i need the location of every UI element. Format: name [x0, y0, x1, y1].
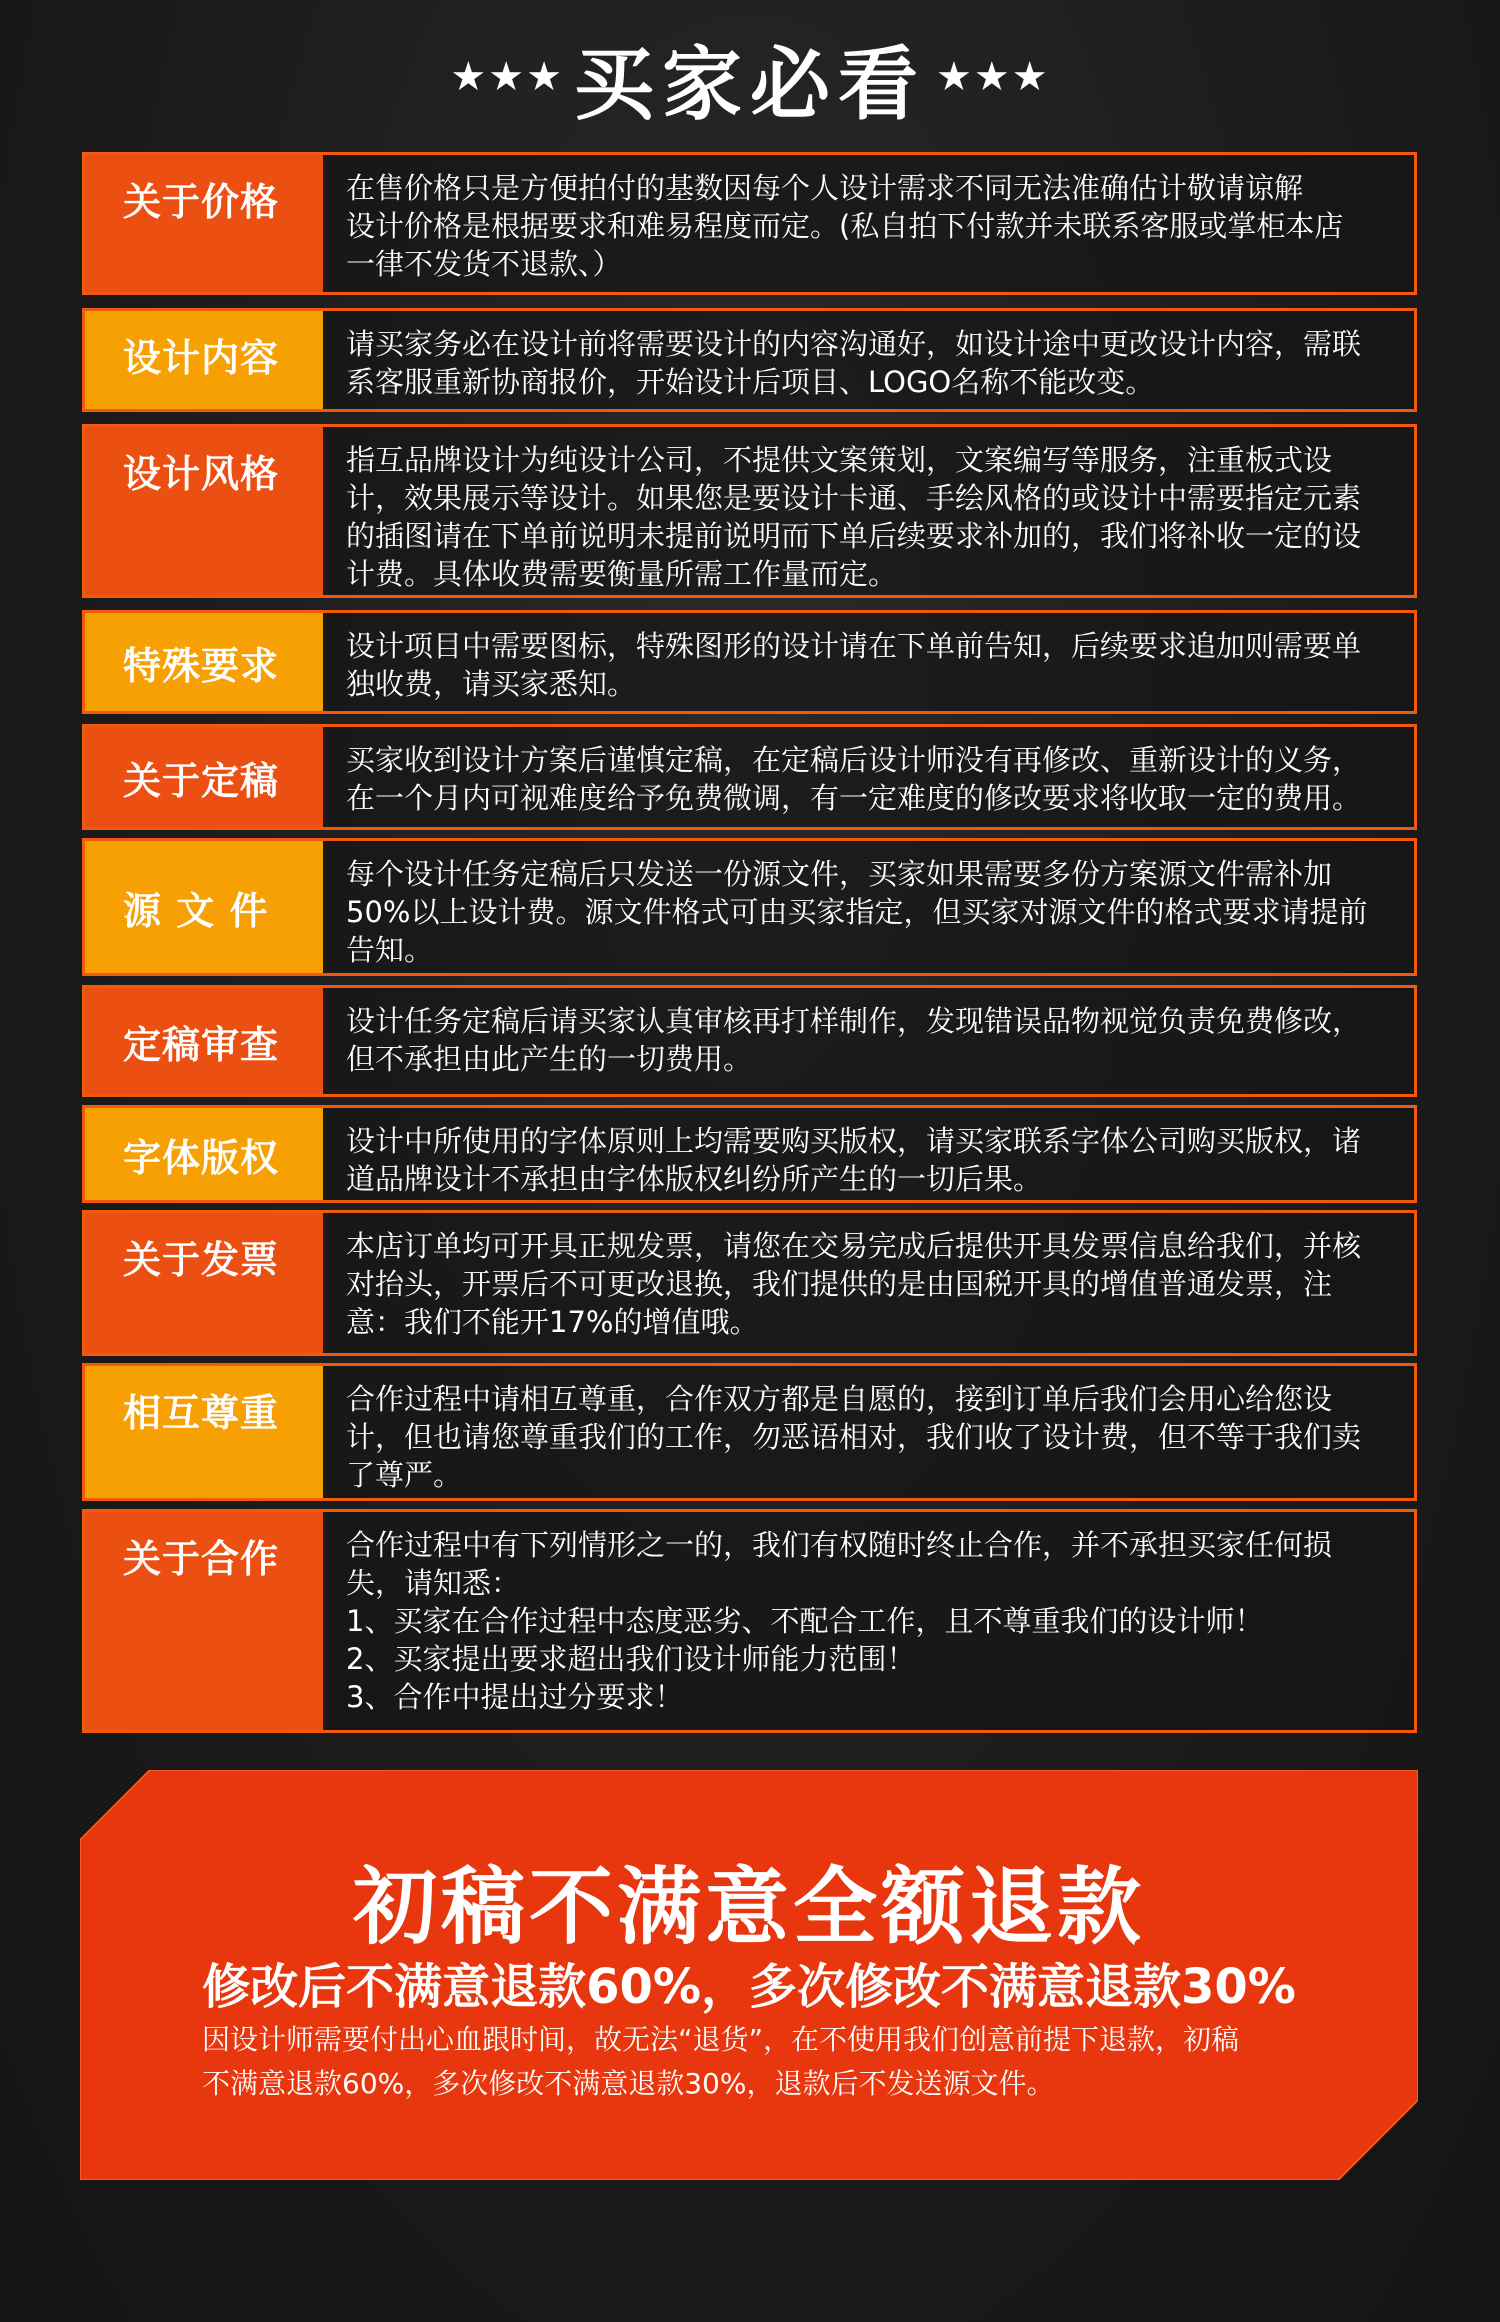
title-text: 买家必看	[574, 37, 926, 131]
row-text	[328, 1366, 1414, 1498]
row-text-line: 计，效果展示等设计。如果您是要设计卡通、手绘风格的或设计中需要指定元素	[346, 481, 1362, 515]
row-text-line: 道品牌设计不承担由字体版权纠纷所产生的一切后果。	[346, 1162, 1043, 1196]
row-text-line: 了尊严。	[346, 1458, 463, 1492]
stars-right: ★★★	[936, 54, 1050, 100]
row-text-line: 请买家务必在设计前将需要设计的内容沟通好，如设计途中更改设计内容，需联	[346, 327, 1362, 361]
row-text-line: 2、买家提出要求超出我们设计师能力范围！	[346, 1642, 916, 1676]
banner-note-line: 因设计师需要付出心血跟时间，故无法“退货”，在不使用我们创意前提下退款，初稿	[202, 2023, 1240, 2056]
notice-row-invoice	[82, 1210, 1417, 1356]
row-text-line: 计，但也请您尊重我们的工作，勿恶语相对，我们收了设计费，但不等于我们卖	[346, 1420, 1362, 1454]
row-label: 关于价格	[85, 155, 323, 292]
row-text-line: 系客服重新协商报价，开始设计后项目、LOGO名称不能改变。	[346, 365, 1155, 399]
row-text-line: 在一个月内可视难度给予免费微调，有一定难度的修改要求将收取一定的费用。	[346, 781, 1362, 815]
row-text-line: 50%以上设计费。源文件格式可由买家指定，但买家对源文件的格式要求请提前	[346, 895, 1368, 929]
notice-row-design-style	[82, 424, 1417, 598]
row-label: 定稿审查	[85, 988, 323, 1094]
row-text	[328, 155, 1414, 292]
row-text	[328, 613, 1414, 711]
row-label: 相互尊重	[85, 1366, 323, 1498]
notice-row-design-content	[82, 308, 1417, 412]
row-text-line: 设计项目中需要图标，特殊图形的设计请在下单前告知，后续要求追加则需要单	[346, 629, 1362, 663]
page-title	[0, 22, 1500, 132]
banner-note	[202, 2018, 1312, 2106]
refund-banner	[80, 1770, 1418, 2180]
row-label: 关于定稿	[85, 727, 323, 827]
row-text	[328, 1213, 1414, 1353]
row-text	[328, 427, 1414, 595]
row-label: 关于合作	[85, 1512, 323, 1730]
row-text-line: 独收费，请买家悉知。	[346, 667, 637, 701]
row-text	[328, 1108, 1414, 1200]
row-text-line: 本店订单均可开具正规发票，请您在交易完成后提供开具发票信息给我们，并核	[346, 1229, 1362, 1263]
stars-left: ★★★	[450, 54, 564, 100]
row-text	[328, 727, 1414, 827]
row-label: 设计内容	[85, 311, 323, 409]
row-text-line: 合作过程中请相互尊重，合作双方都是自愿的，接到订单后我们会用心给您设	[346, 1382, 1333, 1416]
row-text-line: 失，请知悉：	[346, 1566, 521, 1600]
row-text-line: 但不承担由此产生的一切费用。	[346, 1042, 753, 1076]
row-text-line: 1、买家在合作过程中态度恶劣、不配合工作，且不尊重我们的设计师！	[346, 1604, 1264, 1638]
row-text-line: 的插图请在下单前说明未提前说明而下单后续要求补加的，我们将补收一定的设	[346, 519, 1362, 553]
row-text-line: 设计中所使用的字体原则上均需要购买版权，请买家联系字体公司购买版权，诸	[346, 1124, 1362, 1158]
row-text	[328, 1512, 1414, 1730]
notice-row-cooperation	[82, 1509, 1417, 1733]
notice-row-finalization	[82, 724, 1417, 830]
row-text-line: 意：我们不能开17%的增值哦。	[346, 1305, 759, 1339]
notice-row-source-files	[82, 838, 1417, 976]
row-label: 设计风格	[85, 427, 323, 595]
row-text-line: 告知。	[346, 933, 434, 967]
row-text	[328, 841, 1414, 973]
row-text-line: 买家收到设计方案后谨慎定稿，在定稿后设计师没有再修改、重新设计的义务，	[346, 743, 1362, 777]
banner-subheadline: 修改后不满意退款60%，多次修改不满意退款30%	[202, 1959, 1296, 2015]
notice-row-font-copyright	[82, 1105, 1417, 1203]
notice-row-price	[82, 152, 1417, 295]
row-text-line: 每个设计任务定稿后只发送一份源文件，买家如果需要多份方案源文件需补加	[346, 857, 1333, 891]
notice-row-mutual-respect	[82, 1363, 1417, 1501]
row-text-line: 指互品牌设计为纯设计公司，不提供文案策划，文案编写等服务，注重板式设	[346, 443, 1333, 477]
banner-headline: 初稿不满意全额退款	[352, 1858, 1145, 1956]
row-text	[328, 988, 1414, 1094]
row-label: 关于发票	[85, 1213, 323, 1353]
row-text-line: 合作过程中有下列情形之一的，我们有权随时终止合作，并不承担买家任何损	[346, 1528, 1333, 1562]
row-text-line: 设计价格是根据要求和难易程度而定。(私自拍下付款并未联系客服或掌柜本店	[346, 209, 1344, 243]
row-text-line: 在售价格只是方便拍付的基数因每个人设计需求不同无法准确估计敬请谅解	[346, 171, 1304, 205]
row-text-line: 一律不发货不退款、）	[346, 247, 622, 281]
banner-note-line: 不满意退款60%，多次修改不满意退款30%，退款后不发送源文件。	[202, 2067, 1055, 2100]
row-text	[328, 311, 1414, 409]
row-text-line: 计费。具体收费需要衡量所需工作量而定。	[346, 557, 898, 591]
row-label: 字体版权	[85, 1108, 323, 1200]
notice-row-special-requirements	[82, 610, 1417, 714]
row-label: 源 文 件	[85, 841, 323, 973]
row-text-line: 对抬头，开票后不可更改退换，我们提供的是由国税开具的增值普通发票，注	[346, 1267, 1333, 1301]
row-text-line: 设计任务定稿后请买家认真审核再打样制作，发现错误品物视觉负责免费修改，	[346, 1004, 1362, 1038]
row-text-line: 3、合作中提出过分要求！	[346, 1680, 684, 1714]
notice-row-final-review	[82, 985, 1417, 1097]
row-label: 特殊要求	[85, 613, 323, 711]
